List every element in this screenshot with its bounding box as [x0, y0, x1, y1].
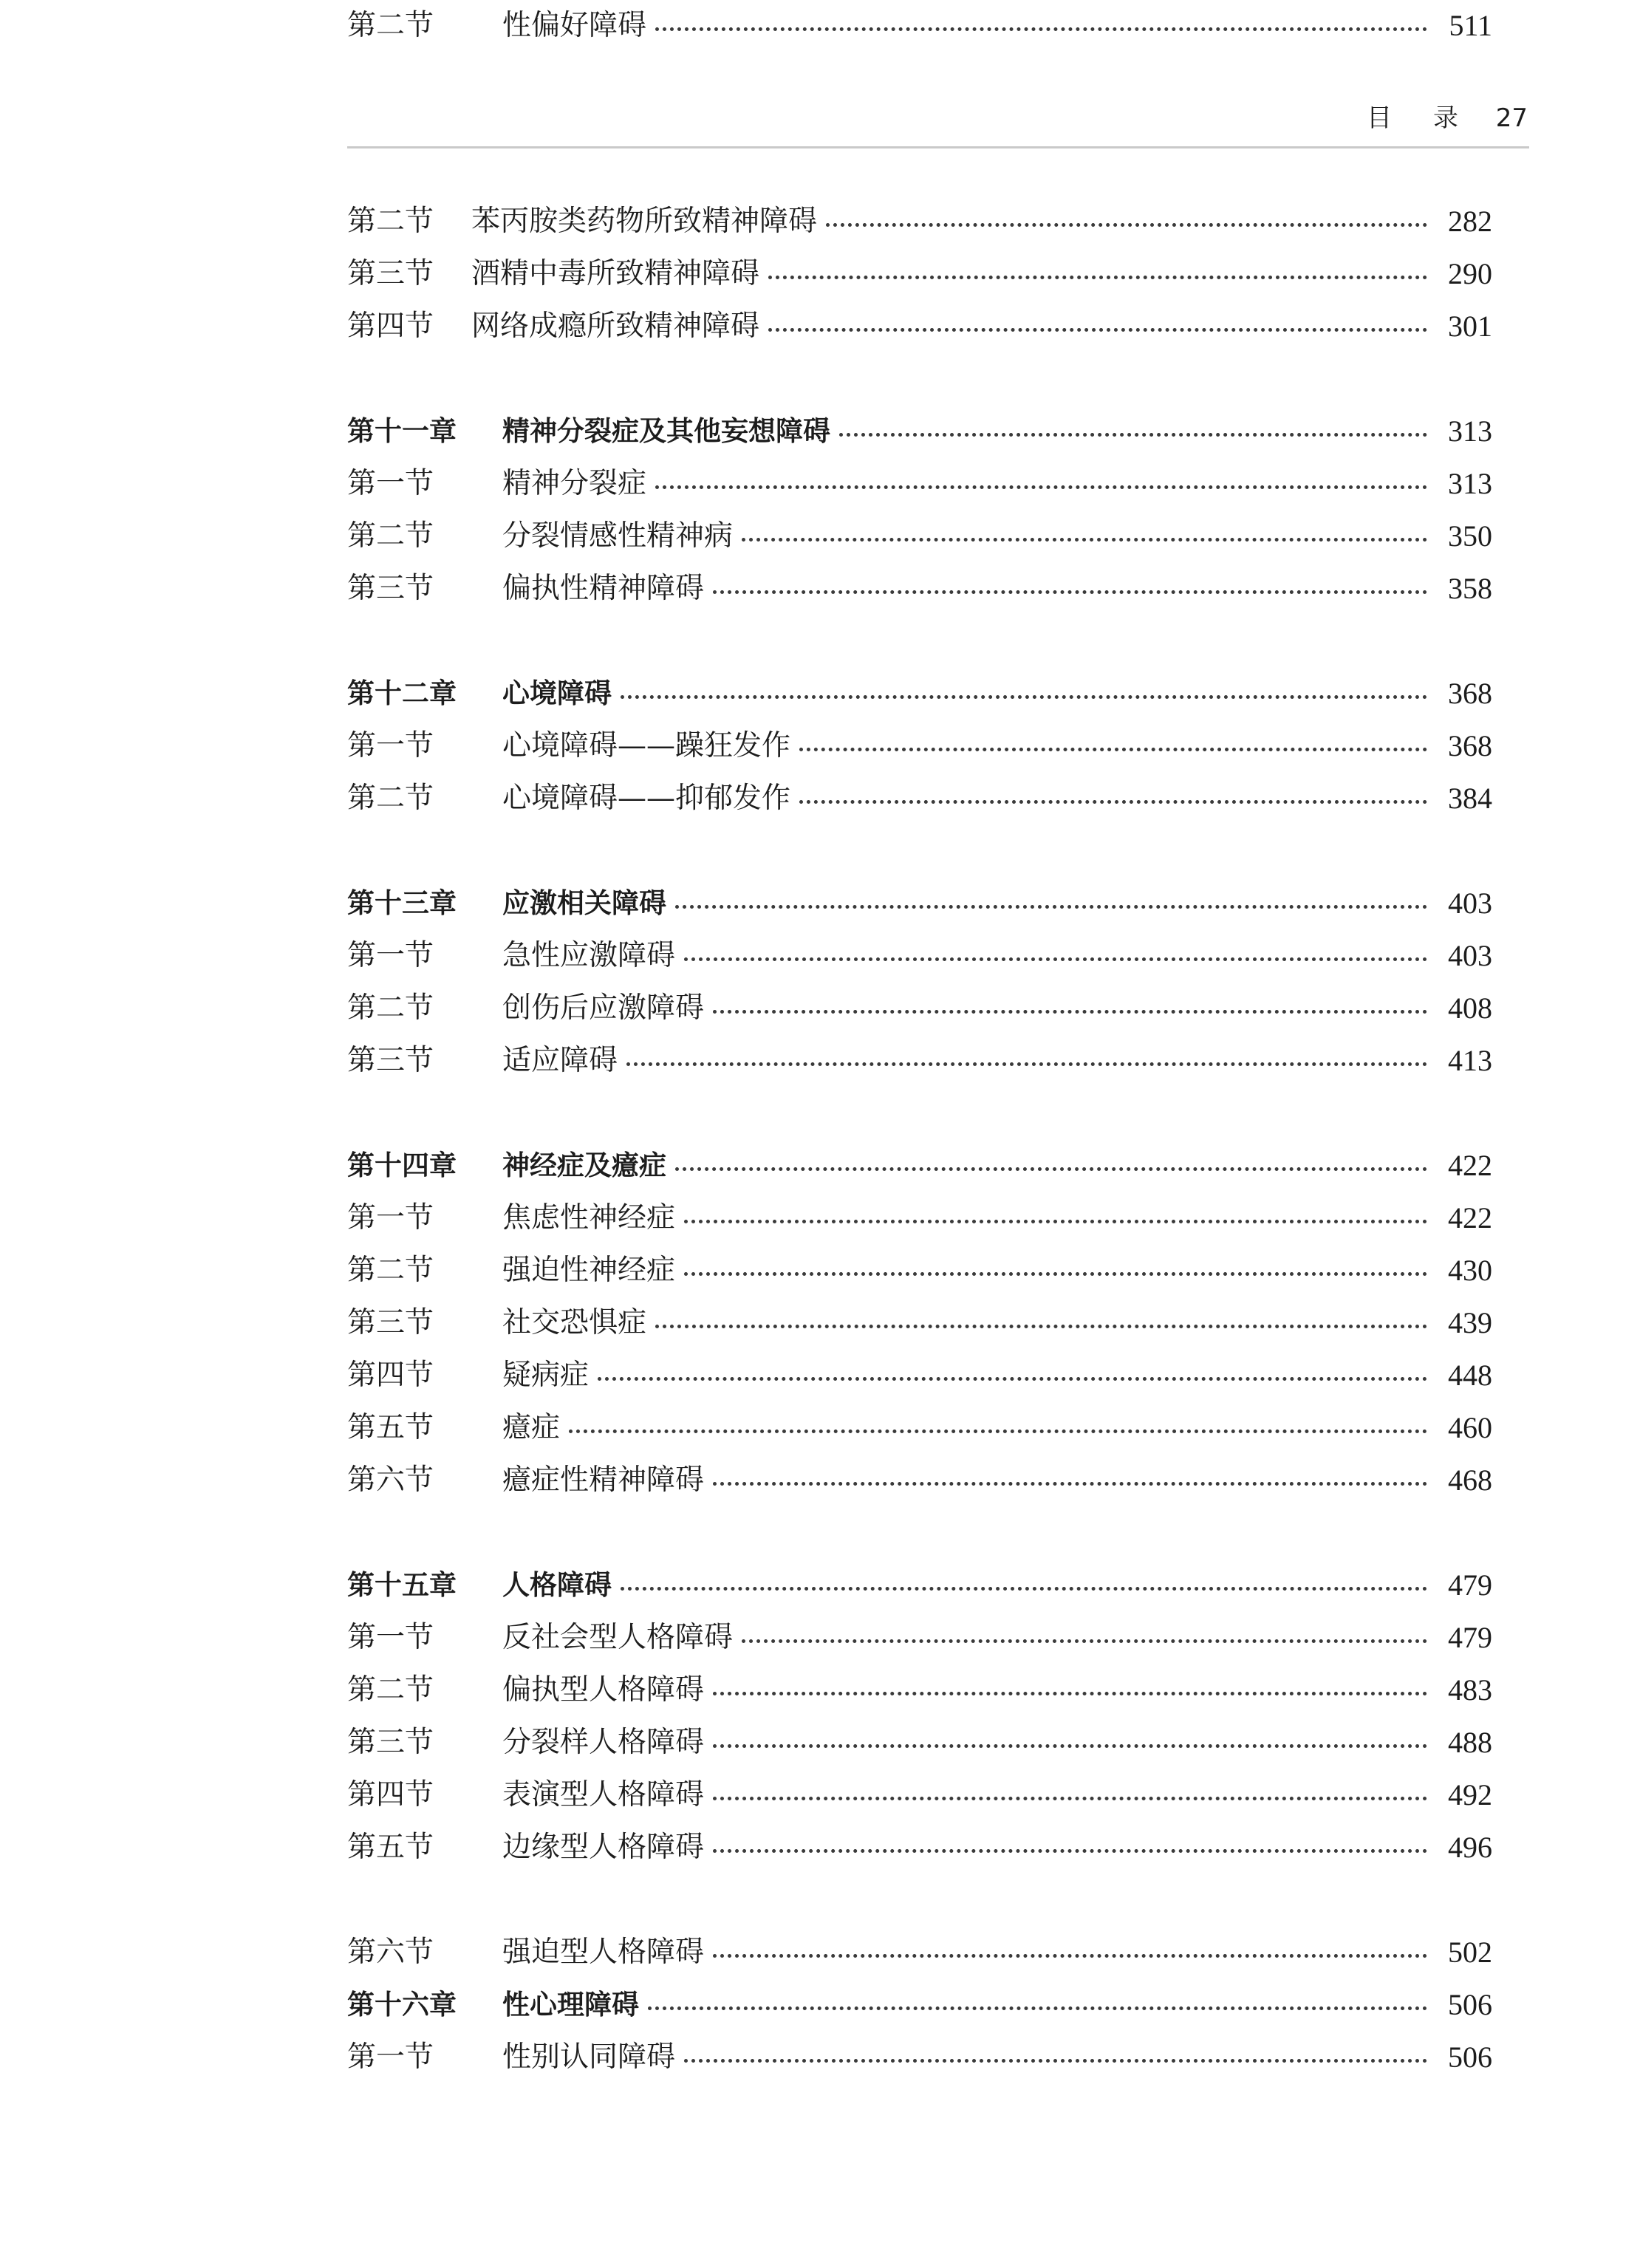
toc-chapter-row[interactable]	[347, 878, 1492, 929]
section-label: 第五节	[347, 1831, 434, 1864]
toc-page-number: 408	[1448, 991, 1492, 1025]
section-title: 性别认同障碍	[502, 2040, 676, 2074]
toc-page-number: 422	[1448, 1149, 1492, 1182]
toc-section-row[interactable]	[347, 1402, 1492, 1454]
toc-page-number: 483	[1448, 1673, 1492, 1707]
dot-leader	[713, 1692, 1427, 1695]
section-label: 第二节	[347, 205, 434, 238]
toc-page-number: 368	[1448, 729, 1492, 762]
dot-leader	[648, 2006, 1427, 2010]
section-title: 急性应激障碍	[502, 939, 676, 972]
toc-section-row[interactable]	[347, 1769, 1492, 1821]
toc-section-row[interactable]	[347, 720, 1492, 772]
toc-page-number: 350	[1448, 519, 1492, 553]
toc-page-number: 290	[1448, 257, 1492, 290]
section-label: 第二节	[347, 519, 434, 553]
section-label: 第三节	[347, 257, 434, 290]
section-label: 第四节	[347, 310, 434, 343]
toc-page-number: 448	[1448, 1359, 1492, 1392]
section-title: 分裂情感性精神病	[502, 519, 734, 553]
section-label: 第六节	[347, 1936, 434, 1969]
chapter-title: 神经症及癔症	[502, 1150, 666, 1181]
toc-chapter-row[interactable]	[347, 1979, 1492, 2031]
section-title: 性偏好障碍	[502, 9, 647, 42]
toc-section-row[interactable]	[347, 196, 1492, 247]
toc-section-row[interactable]	[347, 0, 1492, 52]
section-title: 强迫性神经症	[502, 1254, 676, 1287]
chapter-title: 性心理障碍	[502, 1989, 639, 2021]
section-label: 第二节	[347, 782, 434, 815]
section-label: 第五节	[347, 1411, 434, 1444]
section-title: 社交恐惧症	[502, 1306, 647, 1339]
toc-section-row[interactable]	[347, 301, 1492, 352]
section-title: 心境障碍——抑郁发作	[502, 782, 791, 815]
chapter-label: 第十五章	[347, 1569, 457, 1601]
chapter-label: 第十四章	[347, 1150, 457, 1181]
toc-page-number: 282	[1448, 205, 1492, 238]
toc-section-row[interactable]	[347, 1927, 1492, 1978]
toc-chapter-row[interactable]	[347, 668, 1492, 720]
section-title: 分裂样人格障碍	[502, 1726, 705, 1759]
toc-page-number: 488	[1448, 1726, 1492, 1759]
dot-leader	[768, 276, 1427, 279]
section-title: 强迫型人格障碍	[502, 1936, 705, 1969]
dot-leader	[839, 433, 1427, 437]
dot-leader	[742, 1639, 1427, 1643]
toc-page-number: 422	[1448, 1201, 1492, 1234]
section-title: 边缘型人格障碍	[502, 1831, 705, 1864]
section-title: 偏执性精神障碍	[502, 572, 705, 605]
chapter-label: 第十六章	[347, 1989, 457, 2021]
chapter-title: 精神分裂症及其他妄想障碍	[502, 415, 830, 447]
section-label: 第二节	[347, 1254, 434, 1287]
chapter-label: 第十三章	[347, 887, 457, 919]
toc-section-row[interactable]	[347, 1664, 1492, 1716]
toc-section-row[interactable]	[347, 510, 1492, 562]
toc-page-number: 439	[1448, 1306, 1492, 1339]
section-label: 第六节	[347, 1463, 434, 1497]
dot-leader	[742, 538, 1427, 542]
dot-leader	[621, 695, 1427, 699]
running-header	[347, 87, 1529, 148]
section-label: 第一节	[347, 939, 434, 972]
toc-section-row[interactable]	[347, 1297, 1492, 1349]
section-label: 第二节	[347, 1673, 434, 1707]
toc-page-number: 479	[1448, 1568, 1492, 1602]
dot-leader	[713, 1010, 1427, 1014]
toc-section-row[interactable]	[347, 1245, 1492, 1297]
toc-page-number: 460	[1448, 1411, 1492, 1444]
section-label: 第二节	[347, 991, 434, 1025]
chapter-title: 应激相关障碍	[502, 887, 666, 919]
dot-leader	[768, 328, 1427, 332]
section-label: 第四节	[347, 1359, 434, 1392]
section-title: 表演型人格障碍	[502, 1778, 705, 1811]
section-label: 第一节	[347, 729, 434, 762]
section-title: 焦虑性神经症	[502, 1201, 676, 1234]
section-label: 第二节	[347, 9, 434, 42]
toc-section-row[interactable]	[347, 1455, 1492, 1506]
dot-leader	[684, 2059, 1427, 2063]
toc-section-row[interactable]	[347, 1822, 1492, 1874]
toc-page-number: 492	[1448, 1778, 1492, 1811]
chapter-label: 第十一章	[347, 415, 457, 447]
dot-leader	[655, 1325, 1427, 1328]
dot-leader	[598, 1377, 1427, 1381]
header-label-mu: 目	[1367, 103, 1393, 133]
toc-section-row[interactable]	[347, 773, 1492, 824]
section-title: 创伤后应激障碍	[502, 991, 705, 1025]
toc-section-row[interactable]	[347, 930, 1492, 982]
section-title: 癔症性精神障碍	[502, 1463, 705, 1497]
section-title: 癔症	[502, 1411, 561, 1444]
section-title: 酒精中毒所致精神障碍	[471, 257, 760, 290]
dot-leader	[713, 1797, 1427, 1800]
toc-section-row[interactable]	[347, 2032, 1492, 2083]
toc-section-row[interactable]	[347, 1612, 1492, 1664]
dot-leader	[569, 1430, 1427, 1433]
section-label: 第三节	[347, 572, 434, 605]
toc-page-number: 511	[1449, 9, 1492, 42]
dot-leader	[713, 590, 1427, 594]
dot-leader	[799, 748, 1427, 751]
toc-page-number: 413	[1448, 1044, 1492, 1077]
toc-chapter-row[interactable]	[347, 1560, 1492, 1611]
section-label: 第三节	[347, 1306, 434, 1339]
dot-leader	[626, 1062, 1427, 1066]
section-title: 网络成瘾所致精神障碍	[471, 310, 760, 343]
section-label: 第三节	[347, 1044, 434, 1077]
chapter-title: 心境障碍	[502, 677, 612, 709]
toc-section-row[interactable]	[347, 1350, 1492, 1401]
toc-chapter-row[interactable]	[347, 406, 1492, 457]
dot-leader	[799, 800, 1427, 804]
toc-page-number: 468	[1448, 1463, 1492, 1497]
section-title: 适应障碍	[502, 1044, 618, 1077]
dot-leader	[713, 1849, 1427, 1853]
toc-chapter-row[interactable]	[347, 1140, 1492, 1192]
dot-leader	[713, 1954, 1427, 1958]
toc-section-row[interactable]	[347, 248, 1492, 300]
section-title: 疑病症	[502, 1359, 590, 1392]
toc-page-number: 301	[1448, 310, 1492, 343]
section-label: 第一节	[347, 2040, 434, 2074]
toc-page-number: 430	[1448, 1254, 1492, 1287]
toc-page-number: 479	[1448, 1621, 1492, 1654]
section-label: 第四节	[347, 1778, 434, 1811]
dot-leader	[713, 1482, 1427, 1486]
toc-section-row[interactable]	[347, 983, 1492, 1034]
dot-leader	[713, 1744, 1427, 1748]
page-number: 27	[1495, 103, 1528, 133]
dot-leader	[621, 1587, 1427, 1591]
chapter-title: 人格障碍	[502, 1569, 612, 1601]
toc-page-number: 368	[1448, 677, 1492, 710]
toc-section-row[interactable]	[347, 1192, 1492, 1244]
section-title: 精神分裂症	[502, 467, 647, 500]
toc-page-number: 313	[1448, 414, 1492, 448]
toc-page-number: 502	[1448, 1936, 1492, 1969]
toc-section-row[interactable]	[347, 563, 1492, 615]
toc-page-number: 384	[1448, 782, 1492, 815]
toc-page-number: 313	[1448, 467, 1492, 500]
section-label: 第一节	[347, 1621, 434, 1654]
dot-leader	[655, 27, 1427, 31]
section-label: 第一节	[347, 467, 434, 500]
dot-leader	[684, 1272, 1427, 1276]
toc-page-number: 403	[1448, 887, 1492, 920]
dot-leader	[684, 1220, 1427, 1223]
toc-page-number: 358	[1448, 572, 1492, 605]
toc-page-number: 403	[1448, 939, 1492, 972]
header-label-lu: 录	[1433, 103, 1460, 133]
chapter-label: 第十二章	[347, 677, 457, 709]
toc-page-number: 496	[1448, 1831, 1492, 1864]
dot-leader	[675, 1167, 1427, 1171]
section-label: 第一节	[347, 1201, 434, 1234]
section-title: 偏执型人格障碍	[502, 1673, 705, 1707]
toc-section-row[interactable]	[347, 458, 1492, 510]
dot-leader	[684, 957, 1427, 961]
toc-section-row[interactable]	[347, 1035, 1492, 1087]
toc-page-number: 506	[1448, 2040, 1492, 2074]
section-title: 反社会型人格障碍	[502, 1621, 734, 1654]
section-title: 心境障碍——躁狂发作	[502, 729, 791, 762]
section-title: 苯丙胺类药物所致精神障碍	[471, 205, 818, 238]
dot-leader	[675, 905, 1427, 909]
dot-leader	[655, 485, 1427, 489]
section-label: 第三节	[347, 1726, 434, 1759]
dot-leader	[826, 223, 1427, 227]
toc-section-row[interactable]	[347, 1717, 1492, 1769]
toc-page-number: 506	[1448, 1988, 1492, 2021]
